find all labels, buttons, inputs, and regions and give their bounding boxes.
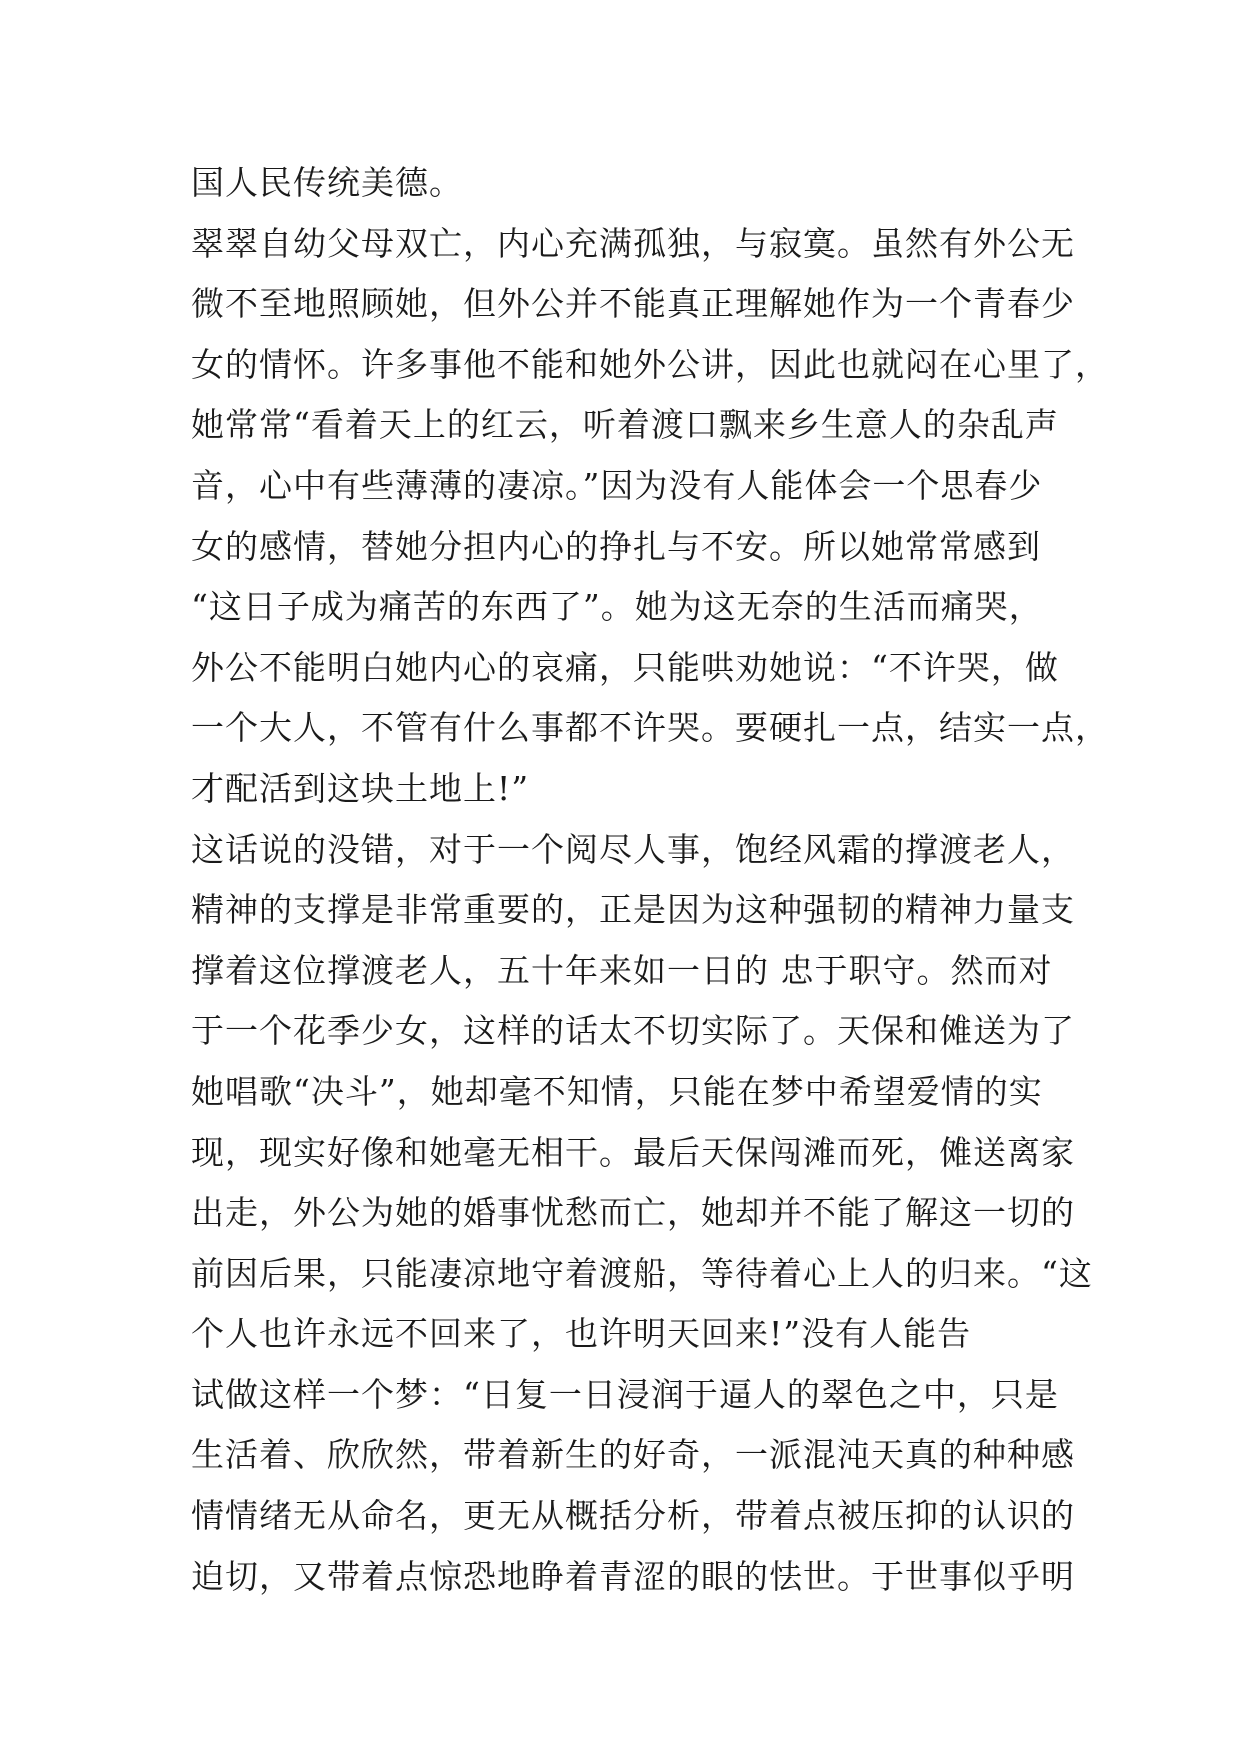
text-line: 迫切，又带着点惊恐地睁着青涩的眼的怯世。于世事似乎明: [191, 1556, 1075, 1596]
text-line: 生活着、欣欣然，带着新生的好奇，一派混沌天真的种种感: [191, 1435, 1075, 1475]
text-line: 前因后果，只能凄凉地守着渡船，等待着心上人的归来。“这: [191, 1253, 1093, 1293]
text-line: 撑着这位撑渡老人，五十年来如一日的 忠于职守。然而对: [191, 950, 1053, 990]
text-line: 国人民传统美德。: [191, 163, 463, 202]
body-text: [191, 153, 1109, 1607]
text-line: 于一个花季少女，这样的话太不切实际了。天保和傩送为了: [191, 1011, 1075, 1051]
text-line: “这日子成为痛苦的东西了”。她为这无奈的生活而痛哭，: [191, 587, 1043, 627]
text-line: 这话说的没错，对于一个阅尽人事，饱经风霜的撑渡老人，: [191, 829, 1075, 869]
text-line: 精神的支撑是非常重要的，正是因为这种强韧的精神力量支: [191, 890, 1075, 930]
text-line: 音，心中有些薄薄的凄凉。”因为没有人能体会一个思春少: [191, 465, 1043, 505]
text-line: 个人也许永远不回来了，也许明天回来!”没有人能告: [191, 1314, 972, 1354]
text-line: 她常常“看着天上的红云，听着渡口飘来乡生意人的杂乱声: [191, 405, 1059, 445]
text-line: 女的感情，替她分担内心的挣扎与不安。所以她常常感到: [191, 526, 1041, 566]
text-line: 一个大人，不管有什么事都不许哭。要硬扎一点，结实一点，: [191, 708, 1109, 748]
text-line: 女的情怀。许多事他不能和她外公讲，因此也就闷在心里了，: [191, 344, 1109, 384]
text-line: 微不至地照顾她，但外公并不能真正理解她作为一个青春少: [191, 284, 1075, 324]
text-line: 情情绪无从命名，更无从概括分析，带着点被压抑的认识的: [191, 1496, 1075, 1536]
text-line: 现，现实好像和她毫无相干。最后天保闯滩而死，傩送离家: [191, 1132, 1075, 1172]
text-line: 才配活到这块土地上!”: [191, 768, 530, 808]
text-line: 外公不能明白她内心的哀痛，只能哄劝她说：“不许哭，做: [191, 647, 1059, 687]
text-line: 出走，外公为她的婚事忧愁而亡，她却并不能了解这一切的: [191, 1193, 1075, 1233]
text-line: 试做这样一个梦：“日复一日浸润于逼人的翠色之中，只是: [191, 1374, 1059, 1414]
text-line: 她唱歌“决斗”，她却毫不知情，只能在梦中希望爱情的实: [191, 1071, 1043, 1111]
text-line: 翠翠自幼父母双亡，内心充满孤独，与寂寞。虽然有外公无: [191, 223, 1075, 263]
